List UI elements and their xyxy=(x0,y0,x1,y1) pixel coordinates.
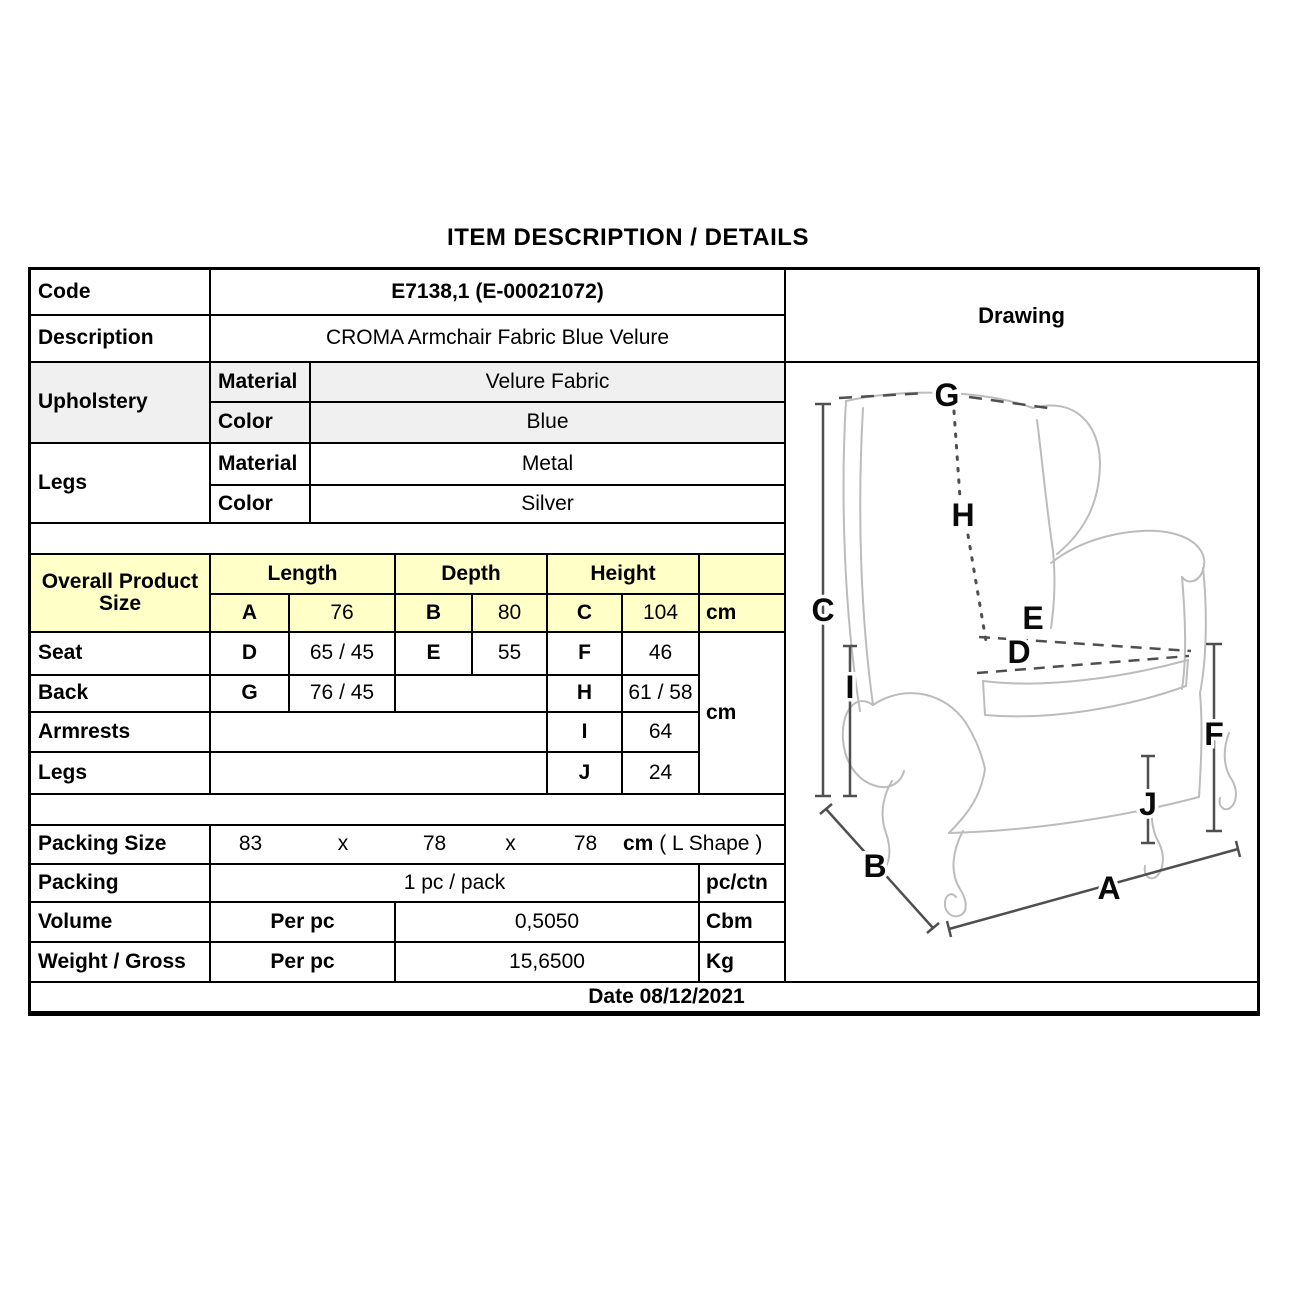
dim-a-value: 76 xyxy=(290,595,396,633)
upholstery-color-label: Color xyxy=(211,403,311,444)
overall-size-label-line2: Size xyxy=(98,592,142,615)
upholstery-color-value: Blue xyxy=(311,403,786,444)
packing-dim2: 78 xyxy=(422,832,447,856)
overall-size-label-line1: Overall Product xyxy=(41,569,199,593)
legs-material-value: Metal xyxy=(311,444,786,486)
legs-row-label: Legs xyxy=(31,753,211,795)
packing-unit: pc/ctn xyxy=(700,865,786,903)
dim-e-value: 55 xyxy=(473,633,548,676)
dim-c-value: 104 xyxy=(623,595,700,633)
armchair-sketch xyxy=(843,393,1236,917)
packing-value: 1 pc / pack xyxy=(211,865,700,903)
drawing-label-j: J xyxy=(1139,786,1157,822)
code-value: E7138,1 (E-00021072) xyxy=(211,270,786,316)
dim-b-value: 80 xyxy=(473,595,548,633)
dim-b-key: B xyxy=(396,595,473,633)
packing-size-unit xyxy=(623,833,781,855)
description-label: Description xyxy=(31,316,211,363)
drawing-label-b: B xyxy=(863,848,887,884)
packing-x2: x xyxy=(505,832,516,856)
dim-d-value: 65 / 45 xyxy=(290,633,396,676)
armrests-empty-cell xyxy=(211,713,548,753)
dim-j-value: 24 xyxy=(623,753,700,795)
armchair-technical-drawing xyxy=(786,363,1255,979)
weight-value: 15,6500 xyxy=(396,943,700,983)
drawing-label-g: G xyxy=(934,377,960,413)
packing-size-unit-cm: cm xyxy=(623,832,654,856)
volume-unit: Cbm xyxy=(700,903,786,943)
legs-material-label: Material xyxy=(211,444,311,486)
dimension-letters xyxy=(811,377,1223,906)
drawing-header: Drawing xyxy=(786,270,1257,363)
overall-size-label xyxy=(31,555,211,633)
seat-label: Seat xyxy=(31,633,211,676)
dim-g-key: G xyxy=(211,676,290,713)
packing-size-unit-shape: ( L Shape ) xyxy=(653,832,763,856)
drawing-label-e: E xyxy=(1022,600,1044,636)
depth-header: Depth xyxy=(396,555,548,595)
spacer-row xyxy=(31,524,786,555)
legs-label: Legs xyxy=(31,444,211,524)
dim-e-key: E xyxy=(396,633,473,676)
overall-unit: cm xyxy=(700,595,786,633)
detail-unit: cm xyxy=(700,633,786,795)
dim-a-key: A xyxy=(211,595,290,633)
drawing-label-a: A xyxy=(1097,870,1121,906)
dim-c-key: C xyxy=(548,595,623,633)
packing-label: Packing xyxy=(31,865,211,903)
date-row: Date 08/12/2021 xyxy=(31,983,1257,1011)
drawing-label-c: C xyxy=(811,592,835,628)
back-empty-cell xyxy=(396,676,548,713)
drawing-label-f: F xyxy=(1204,716,1224,752)
dim-h-value: 61 / 58 xyxy=(623,676,700,713)
dim-i-key: I xyxy=(548,713,623,753)
dim-h-key: H xyxy=(548,676,623,713)
dim-i-value: 64 xyxy=(623,713,700,753)
armrests-label: Armrests xyxy=(31,713,211,753)
back-label: Back xyxy=(31,676,211,713)
drawing-area xyxy=(786,363,1257,983)
spec-table xyxy=(28,267,1260,1016)
upholstery-label: Upholstery xyxy=(31,363,211,444)
packing-x1: x xyxy=(337,832,349,856)
packing-size-value xyxy=(211,826,786,865)
dim-f-value: 46 xyxy=(623,633,700,676)
packing-dim1: 83 xyxy=(238,832,263,856)
description-value: CROMA Armchair Fabric Blue Velure xyxy=(211,316,786,363)
legs-color-label: Color xyxy=(211,486,311,524)
dim-f-key: F xyxy=(548,633,623,676)
page-title: ITEM DESCRIPTION / DETAILS xyxy=(447,224,809,251)
upholstery-material-label: Material xyxy=(211,363,311,403)
legs-color-value: Silver xyxy=(311,486,786,524)
drawing-label-h: H xyxy=(951,497,975,533)
volume-per: Per pc xyxy=(211,903,396,943)
dim-d-key: D xyxy=(211,633,290,676)
height-header: Height xyxy=(548,555,700,595)
drawing-label-d: D xyxy=(1007,634,1031,670)
spacer-row-2 xyxy=(31,795,786,826)
volume-label: Volume xyxy=(31,903,211,943)
dim-g-value: 76 / 45 xyxy=(290,676,396,713)
legs-empty-cell xyxy=(211,753,548,795)
volume-value: 0,5050 xyxy=(396,903,700,943)
dim-j-key: J xyxy=(548,753,623,795)
weight-per: Per pc xyxy=(211,943,396,983)
code-label: Code xyxy=(31,270,211,316)
length-header: Length xyxy=(211,555,396,595)
weight-unit: Kg xyxy=(700,943,786,983)
packing-dim3: 78 xyxy=(573,832,598,856)
packing-size-label: Packing Size xyxy=(31,826,211,865)
upholstery-material-value: Velure Fabric xyxy=(311,363,786,403)
size-header-unit-spacer xyxy=(700,555,786,595)
drawing-label-i: I xyxy=(845,669,855,705)
weight-label: Weight / Gross xyxy=(31,943,211,983)
